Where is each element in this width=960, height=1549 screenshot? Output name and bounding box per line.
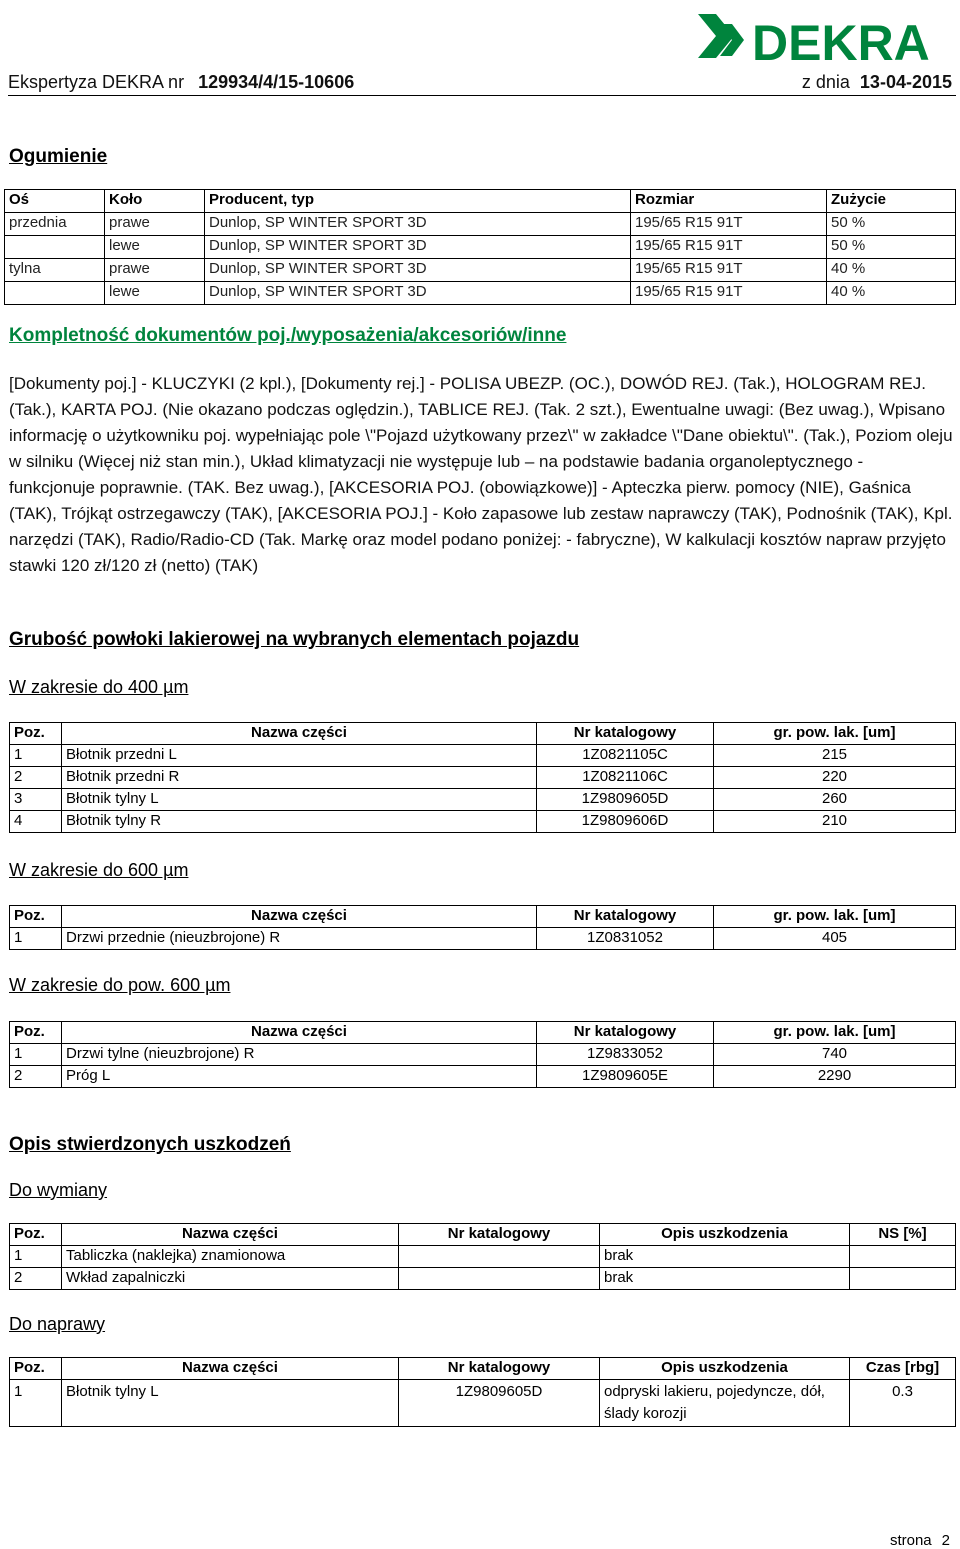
- report-number: 129934/4/15-10606: [198, 72, 355, 92]
- cell: lewe: [105, 236, 205, 259]
- col-grubosc: gr. pow. lak. [um]: [714, 906, 956, 928]
- cell: 220: [714, 767, 956, 789]
- col-nazwa: Nazwa części: [62, 906, 537, 928]
- col-opis: Opis uszkodzenia: [600, 1358, 850, 1380]
- cell: 3: [10, 789, 62, 811]
- cell: 4: [10, 811, 62, 833]
- table-header-row: [10, 723, 956, 745]
- replace-subtitle: Do wymiany: [9, 1180, 108, 1200]
- paint-group-600-title: W zakresie do 600 µm: [9, 860, 189, 880]
- cell: 1Z9809606D: [537, 811, 714, 833]
- cell: prawe: [105, 213, 205, 236]
- table-header-row: [10, 1358, 956, 1380]
- cell: [5, 282, 105, 305]
- col-kolo: Koło: [105, 190, 205, 213]
- table-row: [5, 213, 956, 236]
- paint-table-600: [9, 905, 956, 950]
- paint-table-400: [9, 722, 956, 833]
- table-row: [5, 282, 956, 305]
- cell: 1Z0831052: [537, 928, 714, 950]
- cell: 1Z0821105C: [537, 745, 714, 767]
- cell: [399, 1246, 600, 1268]
- damage-title: Opis stwierdzonych uszkodzeń: [9, 1134, 291, 1155]
- col-nazwa: Nazwa części: [62, 1022, 537, 1044]
- cell: 1Z9809605D: [399, 1380, 600, 1427]
- cell: 0.3: [850, 1380, 956, 1427]
- cell: 2: [10, 1268, 62, 1290]
- report-label: Ekspertyza DEKRA nr: [8, 72, 185, 92]
- col-nazwa: Nazwa części: [62, 723, 537, 745]
- table-row: [10, 745, 956, 767]
- col-rozmiar: Rozmiar: [631, 190, 827, 213]
- logo-text: DEKRA: [752, 15, 930, 71]
- cell: 260: [714, 789, 956, 811]
- page-header: [8, 0, 956, 96]
- repair-table: [9, 1357, 956, 1427]
- col-grubosc: gr. pow. lak. [um]: [714, 723, 956, 745]
- page-number: 2: [941, 1532, 950, 1549]
- cell: 210: [714, 811, 956, 833]
- cell: Dunlop, SP WINTER SPORT 3D: [205, 236, 631, 259]
- cell: [5, 236, 105, 259]
- cell: Dunlop, SP WINTER SPORT 3D: [205, 213, 631, 236]
- cell: 405: [714, 928, 956, 950]
- cell: 1: [10, 928, 62, 950]
- col-producent: Producent, typ: [205, 190, 631, 213]
- cell: 1Z9833052: [537, 1044, 714, 1066]
- cell: 2: [10, 767, 62, 789]
- col-nazwa: Nazwa części: [62, 1224, 399, 1246]
- table-row: [10, 1066, 956, 1088]
- col-nr-kat: Nr katalogowy: [537, 1022, 714, 1044]
- page-label: strona: [889, 1532, 932, 1549]
- cell: Drzwi przednie (nieuzbrojone) R: [62, 928, 537, 950]
- col-nr-kat: Nr katalogowy: [537, 723, 714, 745]
- cell: Drzwi tylne (nieuzbrojone) R: [62, 1044, 537, 1066]
- col-nr-kat: Nr katalogowy: [399, 1224, 600, 1246]
- table-header-row: [10, 1022, 956, 1044]
- cell: 50 %: [827, 236, 956, 259]
- cell: Tabliczka (naklejka) znamionowa: [62, 1246, 399, 1268]
- col-zuzycie: Zużycie: [827, 190, 956, 213]
- table-row: [10, 928, 956, 950]
- cell: 195/65 R15 91T: [631, 236, 827, 259]
- col-poz: Poz.: [10, 723, 62, 745]
- cell: 1: [10, 745, 62, 767]
- cell: 195/65 R15 91T: [631, 213, 827, 236]
- table-header-row: [10, 1224, 956, 1246]
- table-header-row: [5, 190, 956, 213]
- cell: 1Z0821106C: [537, 767, 714, 789]
- tyres-table: [4, 189, 956, 305]
- col-os: Oś: [5, 190, 105, 213]
- cell: tylna: [5, 259, 105, 282]
- table-header-row: [10, 906, 956, 928]
- date-label: z dnia: [801, 72, 850, 92]
- table-row: [10, 811, 956, 833]
- tyres-title: Ogumienie: [9, 146, 108, 167]
- cell: 1: [10, 1044, 62, 1066]
- cell: 2: [10, 1066, 62, 1088]
- dekra-logo: [694, 6, 954, 76]
- cell: Próg L: [62, 1066, 537, 1088]
- cell: Błotnik tylny R: [62, 811, 537, 833]
- cell: 1Z9809605D: [537, 789, 714, 811]
- cell: Błotnik przedni L: [62, 745, 537, 767]
- cell: [399, 1268, 600, 1290]
- table-row: [10, 1044, 956, 1066]
- cell: odpryski lakieru, pojedyncze, dół, ślady korozji: [600, 1380, 850, 1427]
- cell: 195/65 R15 91T: [631, 259, 827, 282]
- cell: 1: [10, 1246, 62, 1268]
- cell: 215: [714, 745, 956, 767]
- repair-subtitle: Do naprawy: [9, 1314, 106, 1334]
- col-ns: NS [%]: [850, 1224, 956, 1246]
- cell: brak: [600, 1268, 850, 1290]
- table-row: [5, 259, 956, 282]
- cell: Dunlop, SP WINTER SPORT 3D: [205, 282, 631, 305]
- col-opis: Opis uszkodzenia: [600, 1224, 850, 1246]
- col-nr-kat: Nr katalogowy: [399, 1358, 600, 1380]
- cell: 2290: [714, 1066, 956, 1088]
- col-czas: Czas [rbg]: [850, 1358, 956, 1380]
- cell: prawe: [105, 259, 205, 282]
- col-nazwa: Nazwa części: [62, 1358, 399, 1380]
- cell: przednia: [5, 213, 105, 236]
- cell: Dunlop, SP WINTER SPORT 3D: [205, 259, 631, 282]
- col-grubosc: gr. pow. lak. [um]: [714, 1022, 956, 1044]
- paint-group-over-600-title: W zakresie do pow. 600 µm: [9, 975, 231, 995]
- col-poz: Poz.: [10, 1358, 62, 1380]
- col-poz: Poz.: [10, 1224, 62, 1246]
- page-footer: [890, 1532, 950, 1549]
- col-nr-kat: Nr katalogowy: [537, 906, 714, 928]
- paint-table-over-600: [9, 1021, 956, 1088]
- documents-title: Kompletność dokumentów poj./wyposażenia/akcesoriów/inne: [9, 325, 567, 346]
- table-row: [10, 1246, 956, 1268]
- cell: 40 %: [827, 282, 956, 305]
- table-row: [10, 1380, 956, 1427]
- table-row: [10, 767, 956, 789]
- col-poz: Poz.: [10, 906, 62, 928]
- report-id: [8, 72, 354, 93]
- cell: 50 %: [827, 213, 956, 236]
- cell: Błotnik tylny L: [62, 1380, 399, 1427]
- cell: brak: [600, 1246, 850, 1268]
- replace-table: [9, 1223, 956, 1290]
- cell: Błotnik przedni R: [62, 767, 537, 789]
- table-row: [5, 236, 956, 259]
- cell: [850, 1246, 956, 1268]
- documents-text: [Dokumenty poj.] - KLUCZYKI (2 kpl.), [Dokumenty rej.] - POLISA UBEZP. (OC.), DOWÓD REJ. (Tak.), HOLOGRAM REJ. (Tak.), KARTA POJ. (Nie okazano podczas oględzin.), TABLICE REJ. (Tak. 2 szt.), Ewentualne uwagi: (Bez uwag.), Wpisano informację o użytkowniku poj. wypełniając pole \"Pojazd użytkowany przez\" w zakładce \"Dane obiektu\". (Tak.), Poziom oleju w silniku (Więcej niż stan min.), Układ klimatyzacji nie występuje lub – na podstawie badania organoleptycznego - funkcjonuje poprawnie. (TAK. Bez uwag.), [AKCESORIA POJ. (obowiązkowe)] - Apteczka pierw. pomocy (NIE), Gaśnica (TAK), Trójkąt ostrzegawczy (TAK), [AKCESORIA POJ.] - Koło zapasowe lub zestaw naprawczy (TAK), Podnośnik (TAK), Kpl. narzędzi (TAK), Radio/Radio-CD (Tak. Markę oraz model podano poniżej: - fabryczne), W kalkulacji kosztów napraw przyjęto stawki 120 zł/120 zł (netto) (TAK): [9, 374, 953, 575]
- cell: lewe: [105, 282, 205, 305]
- cell: 195/65 R15 91T: [631, 282, 827, 305]
- cell: [850, 1268, 956, 1290]
- col-poz: Poz.: [10, 1022, 62, 1044]
- table-row: [10, 789, 956, 811]
- cell: 740: [714, 1044, 956, 1066]
- paint-title: Grubość powłoki lakierowej na wybranych elementach pojazdu: [9, 629, 580, 650]
- cell: Błotnik tylny L: [62, 789, 537, 811]
- cell: 1Z9809605E: [537, 1066, 714, 1088]
- cell: 1: [10, 1380, 62, 1427]
- cell: Wkład zapalniczki: [62, 1268, 399, 1290]
- paint-group-400-title: W zakresie do 400 µm: [9, 677, 189, 697]
- date-value: 13-04-2015: [859, 72, 952, 92]
- table-row: [10, 1268, 956, 1290]
- cell: 40 %: [827, 259, 956, 282]
